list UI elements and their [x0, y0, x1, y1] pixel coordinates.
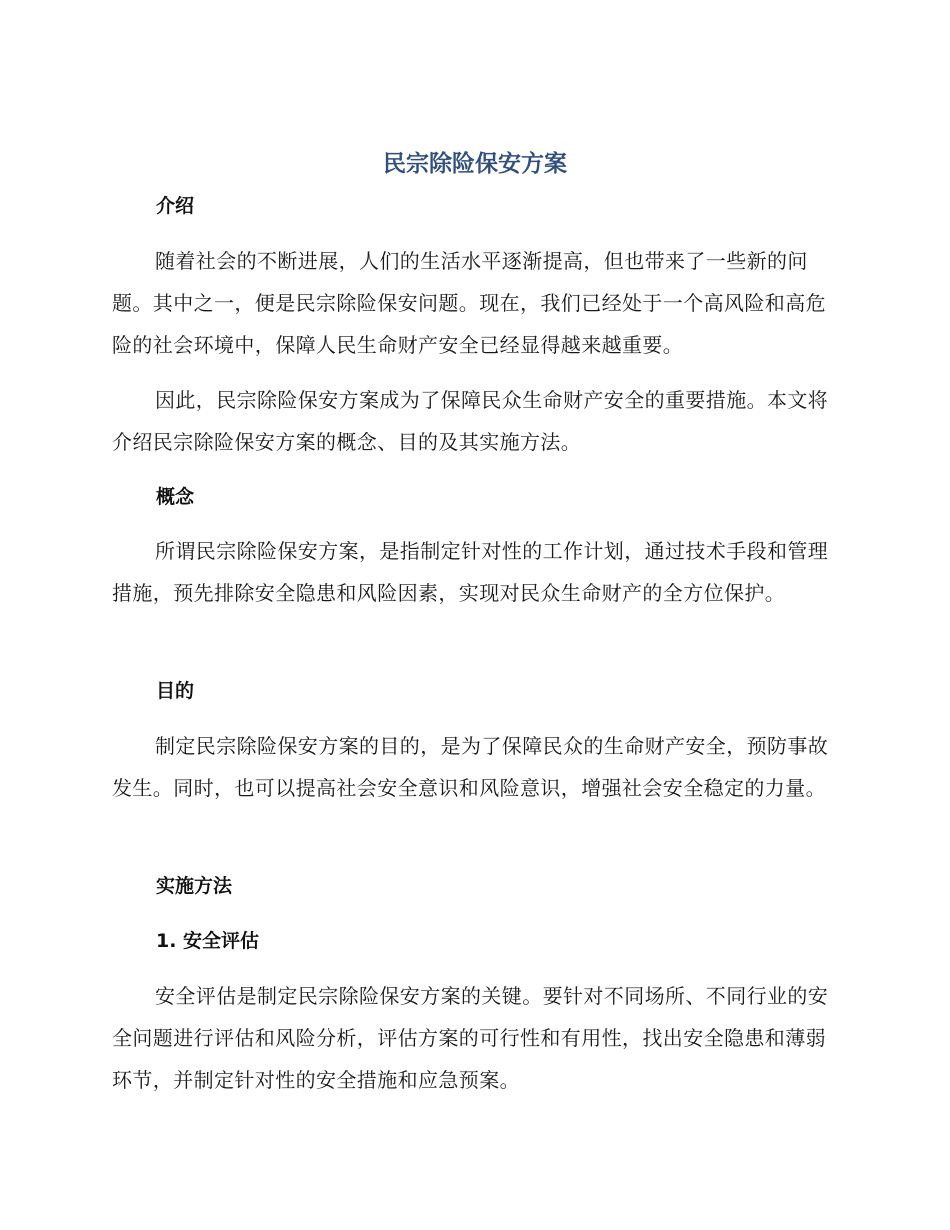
document-title: 民宗除险保安方案 [383, 151, 567, 177]
paragraph-safety-assessment: 安全评估是制定民宗除险保安方案的关键。要针对不同场所、不同行业的安全问题进行评估和风险分析，评估方案的可行性和有用性，找出安全隐患和薄弱环节，并制定针对性的安全措施和应急预案。 [112, 984, 829, 1092]
section-heading-purpose: 目的 [156, 680, 195, 702]
subsection-heading-safety-assessment: 1. 安全评估 [156, 930, 260, 952]
paragraph-concept: 所谓民宗除险保安方案，是指制定针对性的工作计划，通过技术手段和管理措施，预先排除安全隐患和风险因素，实现对民众生命财产的全方位保护。 [112, 539, 829, 605]
section-heading-implementation: 实施方法 [156, 875, 233, 897]
section-heading-intro: 介绍 [156, 195, 195, 217]
paragraph-purpose: 制定民宗除险保安方案的目的，是为了保障民众的生命财产安全，预防事故发生。同时，也可以提高社会安全意识和风险意识，增强社会安全稳定的力量。 [112, 734, 829, 800]
section-heading-concept: 概念 [156, 486, 195, 508]
paragraph-intro-2: 因此，民宗除险保安方案成为了保障民众生命财产安全的重要措施。本文将介绍民宗除险保安方案的概念、目的及其实施方法。 [112, 388, 829, 454]
paragraph-intro-1: 随着社会的不断进展，人们的生活水平逐渐提高，但也带来了一些新的问题。其中之一，便是民宗除险保安问题。现在，我们已经处于一个高风险和高危险的社会环境中，保障人民生命财产安全已经显得越来越重要。 [112, 249, 826, 357]
